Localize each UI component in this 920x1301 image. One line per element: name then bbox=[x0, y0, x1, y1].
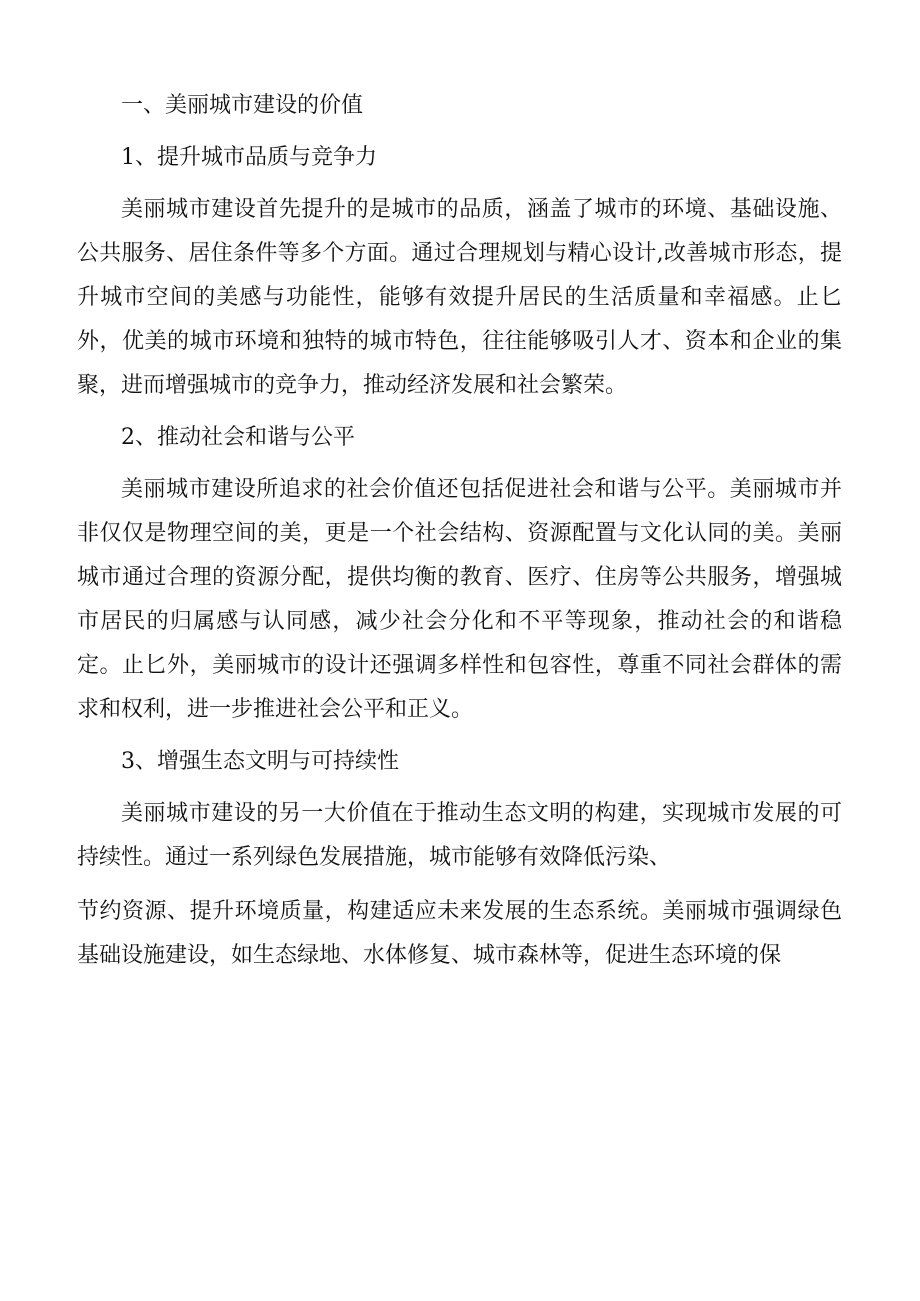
section-1-paragraph: 美丽城市建设首先提升的是城市的品质，涵盖了城市的环境、基础设施、公共服务、居住条件等多个方面。通过合理规划与精心设计,改善城市形态，提升城市空间的美感与功能性，能够有效提升居民的生活质量和幸福感。止匕外，优美的城市环境和独特的城市特色，往往能够吸引人才、资本和企业的集聚，进而增强城市的竞争力，推动经济发展和社会繁荣。 bbox=[77, 197, 842, 398]
section-2-paragraph: 美丽城市建设所追求的社会价值还包括促进社会和谐与公平。美丽城市并非仅仅是物理空间的美，更是一个社会结构、资源配置与文化认同的美。美丽城市通过合理的资源分配，提供均衡的教育、医疗、住房等公共服务，增强城市居民的归属感与认同感，减少社会分化和不平等现象，推动社会的和谐稳定。止匕外，美丽城市的设计还强调多样性和包容性，尊重不同社会群体的需求和权利，进一步推进社会公平和正义。 bbox=[77, 477, 842, 722]
section-3-title: 3、增强生态文明与可持续性 bbox=[121, 749, 399, 774]
section-2-title: 2、推动社会和谐与公平 bbox=[121, 425, 355, 450]
section-3-paragraph-part1: 美丽城市建设的另一大价值在于推动生态文明的构建，实现城市发展的可持续性。通过一系列绿色发展措施，城市能够有效降低污染、 bbox=[77, 801, 842, 870]
main-heading: 一、美丽城市建设的价值 bbox=[121, 93, 364, 118]
section-1-title: 1、提升城市品质与竞争力 bbox=[121, 145, 377, 170]
section-3-paragraph-part2: 节约资源、提升环境质量，构建适应未来发展的生态系统。美丽城市强调绿色基础设施建设，如生态绿地、水体修复、城市森林等，促进生态环境的保 bbox=[77, 899, 842, 968]
document-body bbox=[77, 84, 842, 978]
